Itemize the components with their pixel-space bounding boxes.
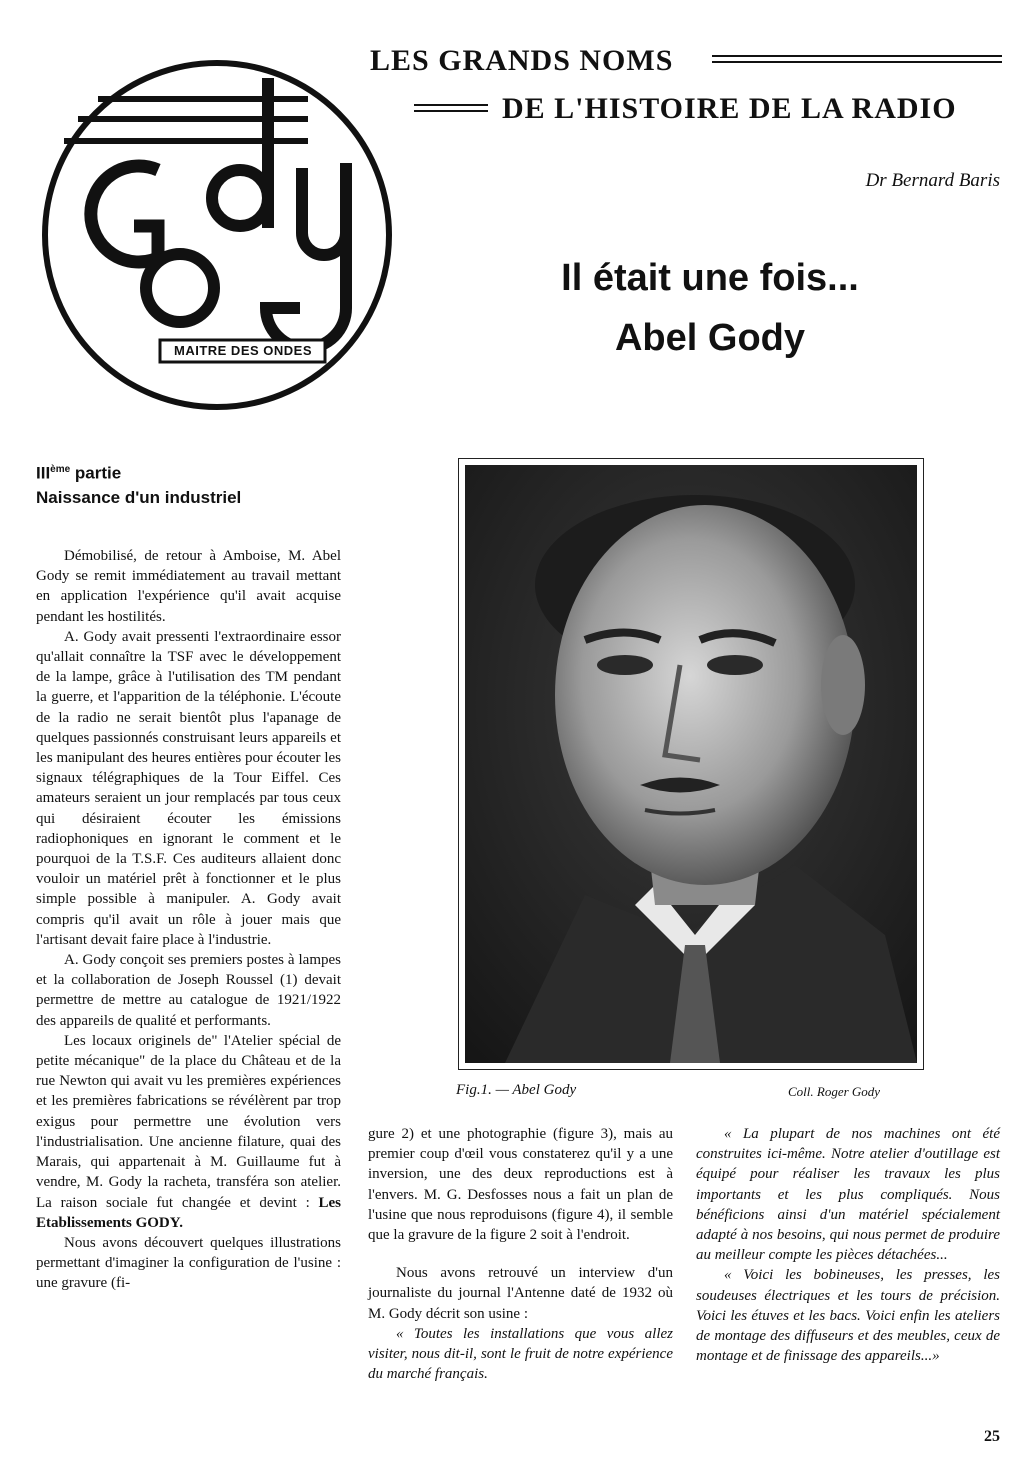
paragraph: gure 2) et une photographie (figure 3), mais au premier coup d'œil vous constaterez qu'il y a une inversion, une des deux reproductions est à l'envers. M. G. Desfosses nous a fait un plan de l'usine que nous reproduisons (figure 4), il semble que la gravure de la figure 2 soit à l'endroit. bbox=[368, 1126, 673, 1244]
series-title-line2: DE L'HISTOIRE DE LA RADIO bbox=[502, 92, 957, 125]
quote-paragraph: « La plupart de nos machines ont été construites ici-même. Notre atelier d'outillage est équipé pour réaliser les travaux les plus importants et les plus compliqués. Nous bénéficions ainsi d'un matériel spécialement adapté à nos besoins, qui nous permet de produire au meilleur compte les pièces détachées... bbox=[696, 1126, 1000, 1264]
quote-paragraph: « Voici les bobineuses, les presses, les soudeuses électriques et les tours de précision. Voici les étuves et les bacs. Voici enfin les ateliers de montage des diffuseurs et des meubles, ceux de montage et de finissage des appareils...» bbox=[696, 1267, 1000, 1365]
series-rule-right bbox=[712, 55, 1002, 63]
portrait-photo-frame bbox=[458, 458, 924, 1070]
figure-caption: Fig.1. — Abel Gody bbox=[456, 1082, 577, 1098]
portrait-photo bbox=[465, 465, 917, 1063]
paragraph: Nous avons découvert quelques illustrations permettant d'imaginer la configuration de l'usine : une gravure (fi- bbox=[36, 1234, 341, 1292]
page-number: 25 bbox=[984, 1428, 1000, 1445]
article-title-line2: Abel Gody bbox=[614, 317, 806, 359]
company-name: Les Etablissements GODY. bbox=[36, 1194, 341, 1231]
series-title-line1: LES GRANDS NOMS bbox=[370, 44, 674, 77]
paragraph: A. Gody avait pressenti l'extraordinaire essor qu'allait connaître la TSF avec le développement de la lampe, grâce à l'utilisation des TM pendant la guerre, et l'apparition de la téléphonie. L'écoute de la radio ne serait bientôt plus l'apanage de quelques passionnés construisant leurs appareils et les manipulant des heures entières pour écouter les signaux télégraphiques de la Tour Eiffel. Ces amateurs seraient un jour remplacés par tous ceux qui désiraient écouter les émissions radiophoniques en ignorant le comment et le pourquoi de la T.S.F. Ces auditeurs allaient donc vouloir un matériel prêt à fonctionner et le plus simple possible à manipuler. A. Gody avait compris qu'il avait un rôle à jouer mais que l'artisant devait faire place à l'industrie. bbox=[36, 628, 341, 948]
paragraph: Démobilisé, de retour à Amboise, M. Abel Gody se remit immédiatement au travail mettant en application l'expérience qu'il avait acquise pendant les hostilités. bbox=[36, 548, 341, 625]
gody-logo bbox=[40, 58, 395, 413]
section-part-label: IIIème partie bbox=[36, 463, 122, 483]
paragraph: A. Gody conçoit ses premiers postes à lampes et la collaboration de Joseph Roussel (1) devait permettre de mettre au catalogue de 1921/1922 des appareils de qualité et performants. bbox=[36, 952, 341, 1029]
logo-band-text: MAITRE DES ONDES bbox=[173, 343, 312, 358]
paragraph: Nous avons retrouvé un interview d'un journaliste du journal l'Antenne daté de 1932 où M. Gody décrit son usine : bbox=[368, 1265, 673, 1322]
section-heading bbox=[36, 458, 241, 510]
series-rule-left bbox=[414, 104, 488, 112]
article-author: Dr Bernard Baris bbox=[865, 170, 1000, 191]
paragraph: Les locaux originels de" l'Atelier spécial de petite mécanique" de la place du Château et de la rue Newton qui avait vu les premières expériences et les premières fabrications se révélèrent par trop exigus pour permettre une évolution vers l'industrialisation. Une ancienne filature, quai des Marais, qui appartenait à M. Guillaume fut à vendre, M. Gody la racheta, transféra son atelier. La raison sociale fut changée et devint : Les Etablissements GODY. bbox=[36, 1032, 341, 1231]
article-column-2 bbox=[368, 1124, 673, 1384]
section-subtitle: Naissance d'un industriel bbox=[36, 487, 242, 507]
article-column-1 bbox=[36, 546, 341, 1294]
article-title-line1: Il était une fois... bbox=[561, 257, 859, 299]
article-title bbox=[480, 248, 940, 368]
quote-paragraph: « Toutes les installations que vous allez visiter, nous dit-il, sont le fruit de notre expérience du marché français. bbox=[368, 1325, 673, 1383]
gody-logo-emblem bbox=[40, 58, 395, 413]
article-column-3 bbox=[696, 1124, 1000, 1366]
figure-credit: Coll. Roger Gody bbox=[788, 1084, 881, 1099]
